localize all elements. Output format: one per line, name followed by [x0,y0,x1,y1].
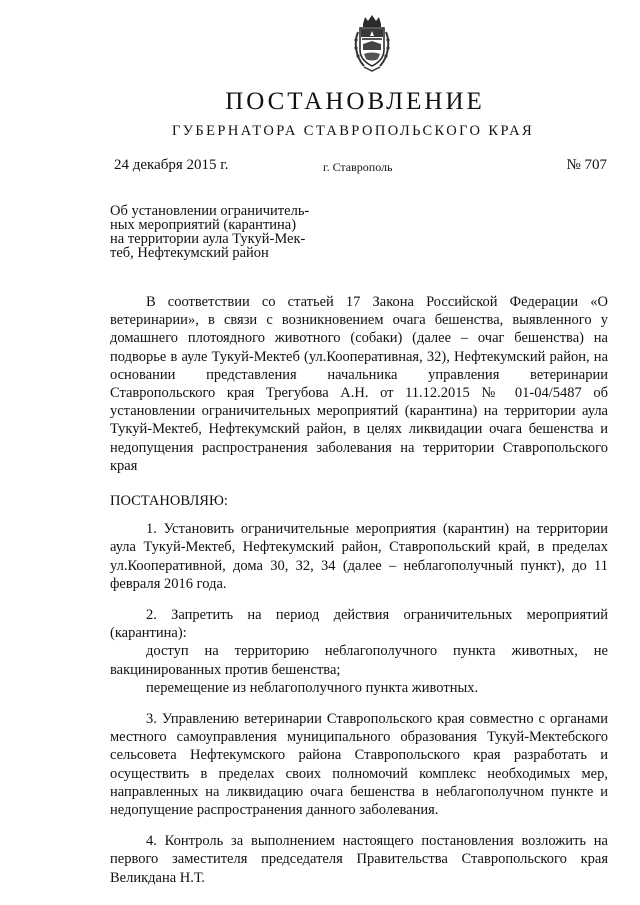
document-city: г. Ставрополь [323,160,393,174]
item-subparagraph: доступ на территорию неблагополучного пункта животных, не вакцинированных против бешенства; [110,643,608,678]
item-paragraph: 3. Управлению ветеринарии Ставропольского края совместно с органами местного самоуправления муниципального образования Тукуй-Мектебского сельсовета Нефтекумского района Ставропольского края разработать и осуществить в пределах своих полномочий комплекс необходимых мер, направленных на ликвидацию очага бешенства в неблагополучном пункте и недопущение распространения данного заболевания. [110,711,608,819]
subject-line: на территории аула Тукуй-Мек- [110,231,306,247]
document-title: ПОСТАНОВЛЕНИЕ [225,88,485,115]
resolve-heading: ПОСТАНОВЛЯЮ: [110,493,228,510]
item-paragraph: 1. Установить ограничительные мероприятия (карантин) на территории аула Тукуй-Мектеб, Нефтекумский район, Ставропольский край, в пределах ул.Кооперативной, дома 30, 32, 34 (далее – неблагополучный пункт), до 11 февраля 2016 года. [110,521,608,592]
subject-line: теб, Нефтекумский район [110,245,269,261]
coat-of-arms-emblem-icon [352,14,392,72]
document-number: № 707 [566,157,607,173]
document-body [110,293,608,887]
document-date: 24 декабря 2015 г. [114,157,229,173]
item-paragraph: 4. Контроль за выполнением настоящего постановления возложить на первого заместителя председателя Правительства Ставропольского края Великдана Н.Т. [110,833,608,886]
document-subtitle: ГУБЕРНАТОРА СТАВРОПОЛЬСКОГО КРАЯ [171,123,535,139]
item-subparagraph: перемещение из неблагополучного пункта животных. [146,679,479,696]
preamble-paragraph: В соответствии со статьей 17 Закона Российской Федерации «О ветеринарии», в связи с возникновением очага бешенства, выявленного у домашнего плотоядного животного (собаки) (далее – очаг бешенства) на подворье в ауле Тукуй-Мектеб (ул.Кооперативная, 32), Нефтекумский район, на основании представления начальника управления ветеринарии Ставропольского края Трегубова А.Н. от 11.12.2015 № 01-04/5487 об установлении ограничительных мероприятий (карантина) на территории аула Тукуй-Мектеб, Нефтекумский район, в целях ликвидации очага бешенства и недопущения распространения заболевания на территории Ставропольского края [110,294,608,474]
document-subject [110,204,340,260]
subject-line: ных мероприятий (карантина) [110,217,297,233]
item-paragraph: 2. Запретить на период действия ограничительных мероприятий (карантина): [110,607,608,642]
subject-line: Об установлении ограничитель- [110,203,310,219]
